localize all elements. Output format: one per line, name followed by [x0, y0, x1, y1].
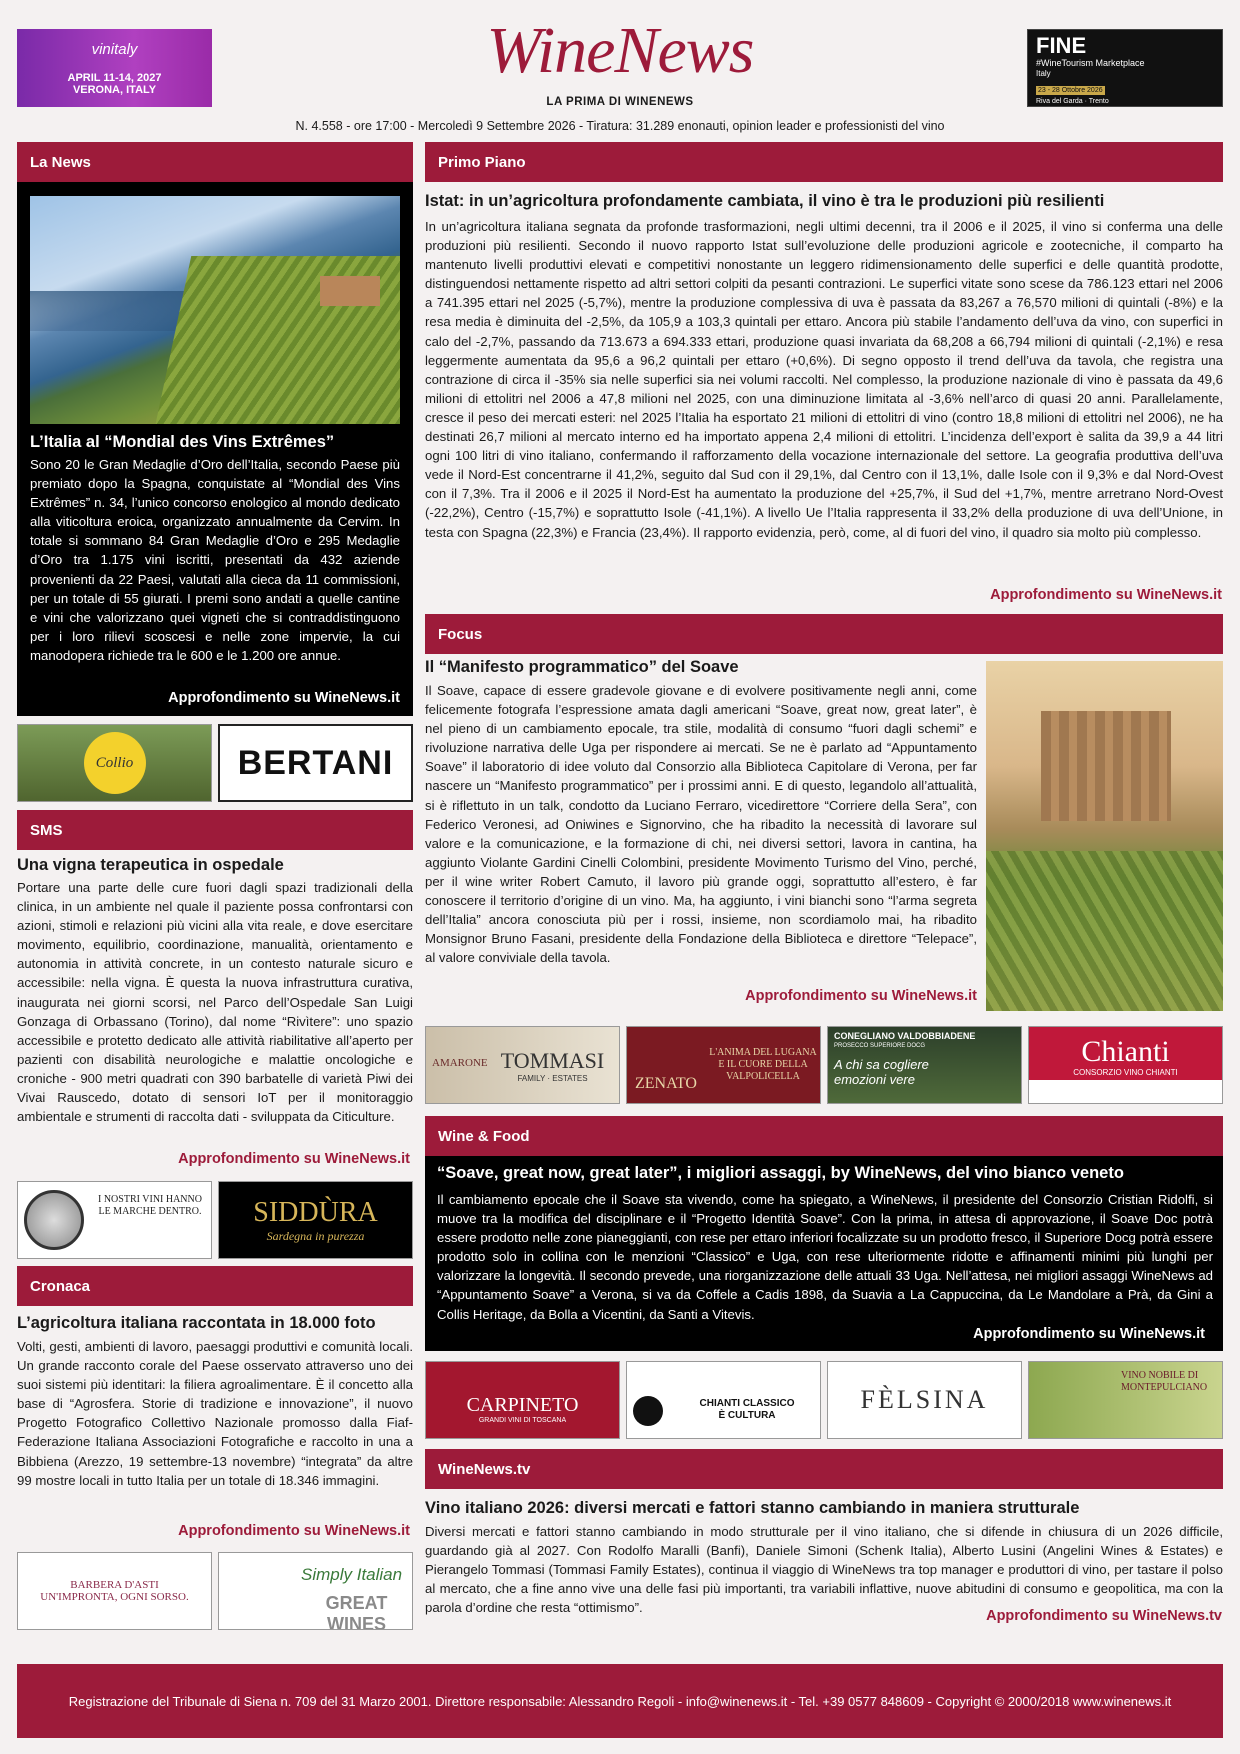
collio-label: Collio: [95, 754, 134, 771]
siddura-banner[interactable]: [218, 1181, 413, 1259]
barbera-sub: UN'IMPRONTA, OGNI SORSO.: [40, 1591, 189, 1603]
la-news-body: Sono 20 le Gran Medaglie d’Oro dell’Italia, secondo Paese più premiato dopo la Spagna, conquistate al “Mondial des Vins Extrêmes” n. 34, l’unico concorso enologico al mondo dedicato alla viticoltura eroica, organizzato annualmente da Cervim. In totale si sommano 84 Gran Medaglie d’Oro e 295 Medaglie d’Oro tra 1.175 vini iscritti, presentati da 432 aziende provenienti da 22 Paesi, valutati alla cieca da 11 commissioni, per un totale di 55 giurati. I premi sono andati a quelle cantine e vini che valorizzano quei vigneti che si contraddistinguono per i loro rilievi scoscesi e nelle zone impervie, la cui manodopera richiede tra le 600 e le 1.200 ore annue.: [30, 457, 400, 663]
marche-label: I NOSTRI VINI HANNO LE MARCHE DENTRO.: [98, 1194, 202, 1217]
tommasi-banner[interactable]: [425, 1026, 620, 1104]
la-news-box: [17, 182, 413, 716]
winenews-tv-more-link[interactable]: Approfondimento su WineNews.tv: [986, 1608, 1222, 1624]
chianti-classico-banner[interactable]: [626, 1361, 821, 1439]
section-bar-focus[interactable]: [425, 614, 1223, 654]
fine-subtitle: #WineTourism Marketplace: [1036, 58, 1145, 68]
cronaca-title[interactable]: L’agricoltura italiana raccontata in 18.000 foto: [17, 1314, 376, 1332]
tommasi-label: TOMMASI: [500, 1047, 605, 1073]
tommasi-amarone-label: AMARONE: [432, 1057, 488, 1069]
carpineto-banner[interactable]: [425, 1361, 620, 1439]
footer: [17, 1664, 1223, 1738]
section-label: Wine & Food: [438, 1127, 530, 1145]
chianti-sub: CONSORZIO VINO CHIANTI: [1073, 1067, 1178, 1077]
bertani-banner[interactable]: [218, 724, 413, 802]
section-label: La News: [30, 153, 91, 171]
marche-banner[interactable]: [17, 1181, 212, 1259]
carpineto-sub: GRANDI VINI DI TOSCANA: [478, 1417, 567, 1424]
focus-photo[interactable]: [986, 661, 1223, 1011]
footer-text: Registrazione del Tribunale di Siena n. 709 del 31 Marzo 2001. Direttore responsabile: Alessandro Regoli - info@winenews.it - Tel. +39 0577 848609 - Copyright © 2000/2018 www.winenews.it: [68, 1693, 1172, 1709]
tagline: LA PRIMA DI WINENEWS: [546, 96, 694, 108]
vinitaly-place: VERONA, ITALY: [72, 84, 157, 96]
winenews-logo[interactable]: [440, 12, 800, 94]
issue-line: N. 4.558 - ore 17:00 - Mercoledì 9 Settembre 2026 - Tiratura: 31.289 enonauti, opinion leader e professionisti del vino: [295, 119, 945, 133]
bertani-label: BERTANI: [237, 743, 394, 782]
vino-nobile-banner[interactable]: [1028, 1361, 1223, 1439]
primo-piano-title[interactable]: Istat: in un’agricoltura profondamente cambiata, il vino è tra le produzioni più resilienti: [425, 192, 1105, 210]
conegliano-sub: PROSECCO SUPERIORE DOCG: [834, 1043, 926, 1049]
zenato-banner[interactable]: [626, 1026, 821, 1104]
vinitaly-brand: vinitaly: [91, 41, 138, 58]
wine-food-box: [425, 1156, 1223, 1351]
cronaca-body: Volti, gesti, ambienti di lavoro, paesaggi produttivi e comunità locali. Un grande racconto corale del Paese osservato attraverso uno dei suoi sistemi più identitari: la filiera agroalimentare. È il concetto alla base di “Agrosfera. Storie di tradizione e innovazione”, il nuovo Progetto Fotografico Collettivo Nazionale promosso dalla Fiaf-Federazione Italiana Associazioni Fotografiche e raccolto in una a Bibbiena (Arezzo, 19 settembre-13 novembre) “integrata” da altre 99 mostre locali in tutto Italia per un totale di 18.346 immagini.: [17, 1339, 413, 1488]
focus-title[interactable]: Il “Manifesto programmatico” del Soave: [425, 658, 739, 676]
sms-body: Portare una parte delle cure fuori dagli spazi tradizionali della clinica, in un ambiente nel quale il paziente possa confrontarsi con azioni, stimoli e relazioni più vicini alla vita reale, e dove esercitare movimento, equilibrio, coordinazione, manualità, orientamento e autonomia in attività concrete, in un contesto naturale sicuro e accessibile: nella vigna. È questa la nuova infrastruttura curativa, inaugurata nei giorni scorsi, nel Parco dell’Ospedale San Luigi Gonzaga di Orbassano (Torino), dal nome “Rivìtere”: uno spazio accessibile e protetto dedicato alle attività riabilitative all’aperto per pazienti con disabilità neurologiche e malattie oncologiche e croniche - 900 metri quadrati con 390 barbatelle di varietà Piwi dei Vivai Rauscedo, dotato di sensori IoT per il monitoraggio ambientale e strumenti di raccolta dati - sviluppata da Citiculture.: [17, 880, 413, 1125]
zenato-sub: L'ANIMA DEL LUGANA E IL CUORE DELLA VALPOLICELLA: [709, 1047, 817, 1082]
simply-italian-banner[interactable]: [218, 1552, 413, 1630]
siddura-sub: Sardegna in purezza: [266, 1228, 365, 1243]
section-label: Focus: [438, 625, 483, 643]
siddura-label: SIDDÙRA: [253, 1196, 378, 1228]
simply-label: Simply Italian: [301, 1565, 403, 1584]
collio-banner[interactable]: [17, 724, 212, 802]
fine-title: FINE: [1036, 33, 1087, 58]
fine-line3: Italy: [1036, 69, 1051, 78]
section-bar-primo-piano[interactable]: [425, 142, 1223, 182]
barbera-banner[interactable]: [17, 1552, 212, 1630]
marche-seal-icon: [24, 1190, 84, 1250]
la-news-title[interactable]: L’Italia al “Mondial des Vins Extrêmes”: [30, 433, 335, 451]
conegliano-claim: A chi sa cogliere emozioni vere: [834, 1057, 929, 1087]
section-bar-winenews-tv[interactable]: [425, 1449, 1223, 1489]
conegliano-banner[interactable]: [827, 1026, 1022, 1104]
vinitaly-dates: APRIL 11-14, 2027: [67, 72, 162, 84]
sms-title[interactable]: Una vigna terapeutica in ospedale: [17, 856, 284, 874]
rooster-icon: [633, 1396, 663, 1426]
felsina-banner[interactable]: [827, 1361, 1022, 1439]
carpineto-label: CARPINETO: [466, 1394, 579, 1416]
simply-sub: GREAT WINES: [325, 1593, 388, 1630]
wine-food-more-link[interactable]: Approfondimento su WineNews.it: [973, 1326, 1205, 1342]
section-label: Primo Piano: [438, 153, 526, 171]
chianti-label: Chianti: [1081, 1034, 1170, 1068]
winenews-tv-title[interactable]: Vino italiano 2026: diversi mercati e fattori stanno cambiando in maniera strutturale: [425, 1499, 1080, 1517]
la-news-more-link[interactable]: Approfondimento su WineNews.it: [168, 690, 400, 706]
section-bar-cronaca[interactable]: [17, 1266, 413, 1306]
wine-food-title[interactable]: “Soave, great now, great later”, i migliori assaggi, by WineNews, del vino bianco veneto: [437, 1164, 1124, 1182]
fine-ad[interactable]: [1027, 29, 1223, 107]
section-bar-la-news[interactable]: [17, 142, 413, 182]
zenato-label: ZENATO: [635, 1075, 697, 1092]
barbera-label: BARBERA D'ASTI: [70, 1579, 159, 1591]
primo-piano-more-link[interactable]: Approfondimento su WineNews.it: [990, 587, 1222, 603]
cronaca-more-link[interactable]: Approfondimento su WineNews.it: [178, 1523, 410, 1539]
section-label: WineNews.tv: [438, 1460, 531, 1478]
wine-food-body: Il cambiamento epocale che il Soave sta vivendo, come ha spiegato, a WineNews, il presidente del Consorzio Cristian Ridolfi, si muove tra la modifica del disciplinare e il “Progetto Identità Soave”. Con la prima, in attesa di approvazione, il Soave Doc potrà essere prodotto nelle zone pianeggianti, con rese per ettaro inferiori focalizzate su un prodotto fresco, il Superiore Docg potrà essere prodotto solo in collina con le menzioni “Classico” e Uga, con rese ulteriormente ridotte e affinamenti minimi più lunghi per valorizzare la longevità. Il secondo prevede, una riorganizzazione delle attuali 33 Uga. Nell’attesa, nei migliori assaggi WineNews ad “Appuntamento Soave” a Verona, si va da Coffele a Cadis 1898, da Suavia a La Cappuccina, da Le Mandolare a Prà, da Gini a Collis Heritage, da Bolla a Vicentini, da Santi a Vitevis.: [437, 1192, 1213, 1322]
sms-more-link[interactable]: Approfondimento su WineNews.it: [178, 1151, 410, 1167]
tommasi-sub: FAMILY · ESTATES: [517, 1073, 588, 1083]
section-label: Cronaca: [30, 1277, 91, 1295]
vino-nobile-label: VINO NOBILE DI MONTEPULCIANO: [1121, 1370, 1208, 1393]
logo-text: WineNews: [486, 14, 754, 87]
conegliano-label: CONEGLIANO VALDOBBIADENE: [834, 1031, 976, 1041]
vinitaly-ad[interactable]: [17, 29, 212, 107]
section-bar-wine-food[interactable]: [425, 1116, 1223, 1156]
winenews-tv-body: Diversi mercati e fattori stanno cambiando in modo strutturale per il vino italiano, che si difende in chiusura di un 2026 difficile, guardando già al 2027. Con Rodolfo Maralli (Banfi), Daniele Simoni (Schenk Italia), Alberto Lusini (Angelini Wines & Estates) e Pierangelo Tommasi (Tommasi Family Estates), continua il viaggio di WineNews tra top manager e produttori di vino, per tastare il polso al mercato, che a fine anno vive una delle fasi più importanti, tra variabili inflattive, nuove abitudini di consumo e geopolitica, ma con la parola d’ordine che resta “ottimismo”.: [425, 1524, 1223, 1616]
chianti-banner[interactable]: [1028, 1026, 1223, 1104]
fine-line4: 23 - 28 Ottobre 2026: [1038, 87, 1103, 94]
focus-more-link[interactable]: Approfondimento su WineNews.it: [745, 988, 977, 1004]
section-bar-sms[interactable]: [17, 810, 413, 850]
felsina-label: FÈLSINA: [860, 1385, 989, 1414]
fine-line5: Riva del Garda · Trento: [1036, 98, 1109, 105]
primo-piano-body: In un’agricoltura italiana segnata da profonde trasformazioni, negli ultimi decenni, tra il 2006 e il 2025, il vino si conferma una delle produzioni più resilienti. Secondo il nuovo rapporto Istat sull’evoluzione delle produzioni agricole e zootecniche, il comparto ha mantenuto livelli produttivi elevati e competitivi nonostante un leggero ridimensionamento delle superfici e delle quantità prodotte, distinguendosi nettamente rispetto ad altri settori colpiti da pesanti contrazioni. Le superfici vitate sono scese da 786.123 ettari nel 2006 a 741.395 ettari nel 2025 (-5,7%), mentre la produzione complessiva di uva è passata da 83,267 a 76,570 milioni di quintali (-8%) e la resa media è diminuita del -2,5%, da 105,9 a 103,3 quintali per ettaro. Ancora più stabile l’andamento dell’uva da vino, con superfici in calo del -2,7%, passando da 713.673 a 694.333 ettari, produzione quasi invariata da 68,208 a 66,794 milioni di quintali (-2,1%) e resa leggermente aumentata da 95,6 a 96,2 quintali per ettaro (+0,6%). Di segno opposto il trend dell’uva da tavola, che registra una contrazione di circa il -35% sia nelle superfici sia nei volumi raccolti. Nel complesso, la produzione nazionale di vino è passata da 49,6 milioni di ettolitri nel 2006 a 47,8 milioni nel 2025, con una diminuzione limitata al -3,6% nell’arco di quasi 20 anni. Parallelamente, cresce il peso dei mercati esteri: nel 2025 l’Italia ha esportato 21 milioni di ettolitri di vino (contro 18,8 milioni di ettolitri nel 2006), ne ha destinati 26,7 milioni al mercato interno ed ha importato appena 2,4 milioni di ettolitri. L’incidenza dell’export è salita da 39,9 a 44 litri ogni 100 litri di vino italiano, confermando il rafforzamento della vocazione internazionale del settore. La geografia produttiva dell’uva vede il Nord-Est concentrarne il 41,2%, seguito dal Sud con il 29,1%, dal Centro con il 13,1%, dalle Isole con il 9,3% e dal Nord-Ovest con il 7,3%. Tra il 2006 e il 2025 il Nord-Est ha aumentato la produzione del +25,7%, il Sud del +1,7%, mentre arretrano Nord-Ovest (-22,2%), Centro (-15,7%) e soprattutto Isole (-41,1%). A livello Ue l’Italia rappresenta il 33,2% della produzione di uva dell’Unione, in testa con Spagna (22,3%) e Francia (23,4%). Il rapporto evidenzia, però, come, al di fuori del vino, il quadro sia molto più complesso.: [425, 219, 1223, 540]
chianti-classico-label: CHIANTI CLASSICO È CULTURA: [699, 1398, 795, 1421]
focus-body: Il Soave, capace di essere gradevole giovane e di evolvere positivamente negli anni, come felicemente fotografa l’espressione amata dagli americani “Soave, great now, great later”, è nel pieno di un cambiamento epocale, tra stile, modalità di consumo “fuori dagli schemi” e rivoluzione narrativa delle Uga per rispondere ai mercati. Se ne è parlato ad “Appuntamento Soave” il laboratorio di idee voluto dal Consorzio alla Biblioteca Capitolare di Verona, per far nascere un “Manifesto programmatico” per i prossimi anni. E di questo, legandolo all’attualità, si è riflettuto in un talk, condotto da Luciano Ferraro, vicedirettore “Corriere della Sera”, con Federico Veronesi, ad Oniwines e Signorvino, che ha ribadito la necessità di lavorare sul valore e la comunicazione, e la formazione di chi, nei diversi settori, lavora in cantina, ha aggiunto Violante Gardini Cinelli Colombini, presidente Movimento Turismo del Vino, perché, per il wine writer Robert Camuto, il lavoro più grande oggi, soprattutto all’estero, è far conoscere il territorio d’origine di un vino. Ma, ha aggiunto, i vini bianchi sono “l’arma segreta dell’Italia” ancora conosciuta più per i rossi, insieme, non scordiamolo mai, ha ribadito Monsignor Bruno Fasani, presidente della Fondazione della Biblioteca e direttore “Telepace”, al valore conviviale della tavola.: [425, 683, 977, 966]
la-news-photo[interactable]: [30, 196, 400, 424]
section-label: SMS: [30, 821, 63, 839]
